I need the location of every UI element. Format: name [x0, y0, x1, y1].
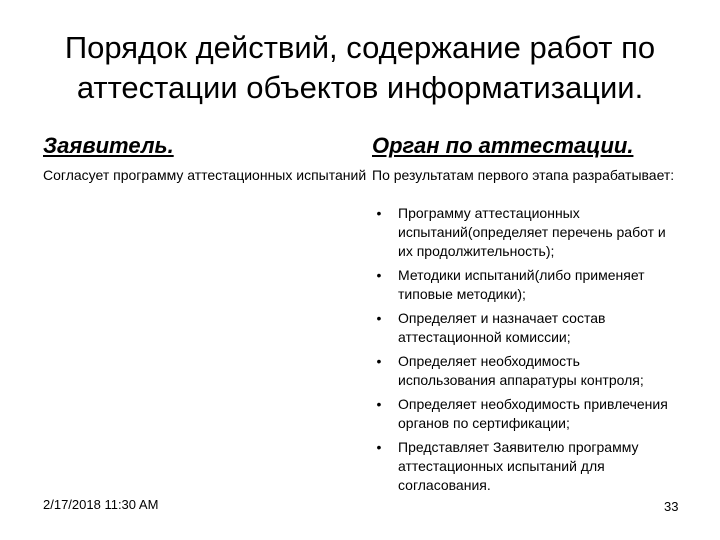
- bullet-icon: •: [376, 267, 382, 283]
- list-item: [372, 395, 672, 433]
- certification-body-intro: По результатам первого этапа разрабатывает:: [372, 167, 675, 183]
- list-item-text: Определяет и назначает состав аттестационной комиссии;: [398, 310, 606, 345]
- applicant-heading: Заявитель.: [43, 133, 174, 158]
- list-item-text: Представляет Заявителю программу аттестационных испытаний для согласования.: [398, 439, 639, 493]
- bullet-icon: •: [376, 205, 382, 221]
- list-item-text: Определяет необходимость привлечения органов по сертификации;: [398, 396, 668, 431]
- certification-body-list: [372, 204, 672, 500]
- bullet-icon: •: [376, 310, 382, 326]
- certification-body-heading: Орган по аттестации.: [372, 133, 634, 158]
- bullet-icon: •: [376, 396, 382, 412]
- bullet-icon: •: [376, 439, 382, 455]
- list-item: [372, 204, 672, 261]
- list-item-text: Определяет необходимость использования аппаратуры контроля;: [398, 353, 644, 388]
- footer-date: 2/17/2018 11:30 AM: [43, 497, 159, 512]
- applicant-text: Согласует программу аттестационных испытаний: [43, 167, 367, 183]
- list-item-text: Методики испытаний(либо применяет типовые методики);: [398, 267, 645, 302]
- bullet-icon: •: [376, 353, 382, 369]
- list-item: [372, 266, 672, 304]
- page-number: 33: [664, 499, 679, 514]
- list-item: [372, 438, 672, 495]
- list-item: [372, 352, 672, 390]
- list-item-text: Программу аттестационных испытаний(определяет перечень работ и их продолжительность);: [398, 205, 666, 259]
- list-item: [372, 309, 672, 347]
- slide-title: Порядок действий, содержание работ по аттестации объектов информатизации.: [64, 30, 656, 105]
